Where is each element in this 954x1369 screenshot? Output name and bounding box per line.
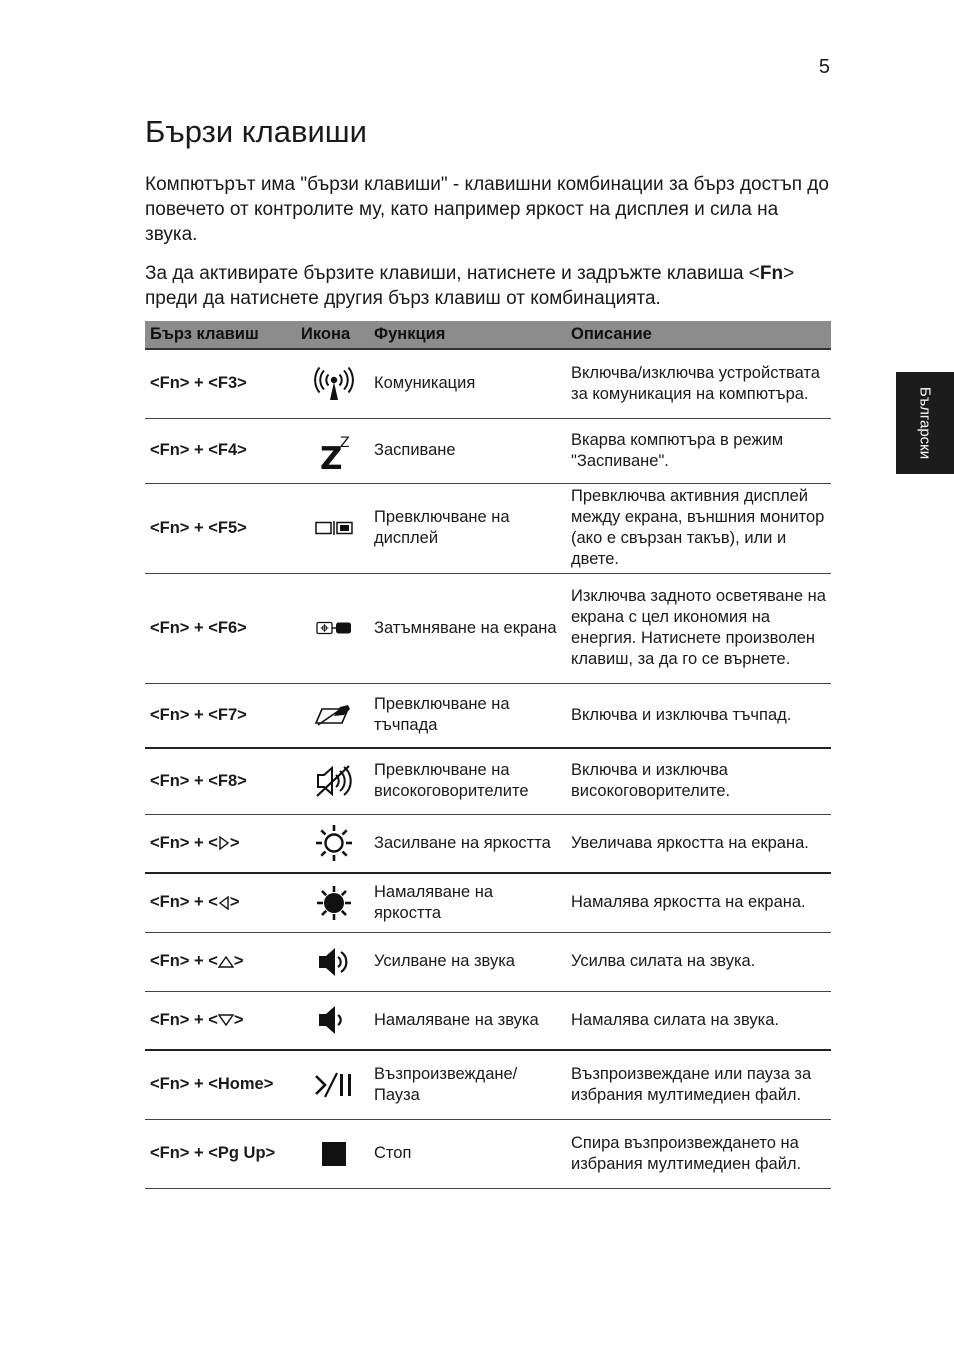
- table-row: [145, 483, 831, 573]
- icon-cell: [298, 991, 369, 1050]
- table-row: [145, 932, 831, 991]
- table-row: [145, 349, 831, 418]
- arrow-left-outline-icon: [218, 896, 230, 910]
- description-cell: Изключва задното осветяване на екрана с цел икономия на енергия. Натиснете произволен клавиш, за да го се върнете.: [566, 573, 831, 683]
- table-row: [145, 418, 831, 483]
- page-number: 5: [818, 56, 830, 78]
- activation-text-suffix: > преди да натиснете другия бърз клавиш от комбинацията.: [145, 263, 795, 309]
- arrow-down-outline-icon: [218, 1014, 234, 1026]
- hotkey-cell: <Fn> + <Home>: [145, 1050, 298, 1119]
- table-header-row: [145, 321, 831, 349]
- hotkey-cell: [145, 873, 298, 932]
- icon-cell: [298, 873, 369, 932]
- icon-cell: [298, 932, 369, 991]
- function-cell: Комуникация: [369, 349, 566, 418]
- header-description: Описание: [566, 321, 831, 349]
- hotkey-cell: [145, 932, 298, 991]
- display-toggle-icon: [314, 520, 354, 536]
- hotkey-suffix: >: [233, 1010, 244, 1029]
- hotkey-cell: <Fn> + <F7>: [145, 683, 298, 748]
- play-pause-icon: [312, 1071, 356, 1099]
- table-row: [145, 814, 831, 873]
- intro-paragraph: Компютърът има "бързи клавиши" - клавишни комбинации за бърз достъп до повечето от контролите му, като например яркост на дисплея и сила на звука.: [145, 174, 829, 245]
- function-cell: Засилване на яркостта: [369, 814, 566, 873]
- hotkey-cell: <Fn> + <Pg Up>: [145, 1119, 298, 1188]
- function-cell: Превключване на високоговорителите: [369, 748, 566, 814]
- function-cell: Превключване на дисплей: [369, 483, 566, 573]
- icon-cell: [298, 418, 369, 483]
- description-cell: Възпроизвеждане или пауза за избрания мултимедиен файл.: [566, 1050, 831, 1119]
- function-cell: Намаляване на звука: [369, 991, 566, 1050]
- icon-cell: [298, 1119, 369, 1188]
- icon-cell: [298, 748, 369, 814]
- icon-cell: [298, 683, 369, 748]
- stop-icon: [314, 1140, 354, 1168]
- language-side-tab-label: Български: [916, 386, 934, 460]
- svg-text:Z: Z: [339, 434, 350, 451]
- description-cell: Включва и изключва високоговорителите.: [566, 748, 831, 814]
- function-cell: Превключване на тъчпада: [369, 683, 566, 748]
- hotkey-cell: <Fn> + <F8>: [145, 748, 298, 814]
- description-cell: Превключва активния дисплей между екрана, външния монитор (ако е свързан такъв), или и двете.: [566, 483, 831, 573]
- touchpad-toggle-icon: [314, 703, 354, 727]
- brightness-down-icon: [314, 883, 354, 923]
- description-cell: Намалява силата на звука.: [566, 991, 831, 1050]
- hotkey-suffix: >: [233, 952, 244, 971]
- icon-cell: [298, 573, 369, 683]
- function-cell: Заспиване: [369, 418, 566, 483]
- description-cell: Включва и изключва тъчпад.: [566, 683, 831, 748]
- hotkey-prefix: <Fn> + <: [150, 952, 218, 971]
- description-cell: Вкарва компютъра в режим "Заспиване".: [566, 418, 831, 483]
- icon-cell: [298, 1050, 369, 1119]
- hotkey-suffix: >: [229, 833, 240, 852]
- icon-cell: [298, 349, 369, 418]
- hotkey-cell: <Fn> + <F5>: [145, 483, 298, 573]
- brightness-up-icon: [314, 823, 354, 863]
- description-cell: Спира възпроизвеждането на избрания мултимедиен файл.: [566, 1119, 831, 1188]
- hotkey-cell: [145, 814, 298, 873]
- icon-cell: [298, 483, 369, 573]
- svg-text:Z: Z: [319, 440, 342, 471]
- table-row: [145, 873, 831, 932]
- hotkey-cell: <Fn> + <F6>: [145, 573, 298, 683]
- page-title: Бързи клавиши: [145, 114, 367, 149]
- hotkeys-table: [145, 321, 831, 1189]
- function-cell: Стоп: [369, 1119, 566, 1188]
- arrow-up-outline-icon: [218, 956, 234, 968]
- header-hotkey: Бърз клавиш: [145, 321, 298, 349]
- table-row: [145, 1050, 831, 1119]
- function-cell: Усилване на звука: [369, 932, 566, 991]
- hotkey-prefix: <Fn> + <: [150, 1010, 218, 1029]
- hotkey-prefix: <Fn> + <: [150, 893, 218, 912]
- description-cell: Усилва силата на звука.: [566, 932, 831, 991]
- speaker-mute-icon: [314, 764, 354, 798]
- description-cell: Увеличава яркостта на екрана.: [566, 814, 831, 873]
- icon-cell: [298, 814, 369, 873]
- activation-paragraph: [145, 261, 835, 311]
- activation-text-prefix: За да активирате бързите клавиши, натиснете и задръжте клавиша <: [145, 263, 760, 284]
- function-cell: Затъмняване на екрана: [369, 573, 566, 683]
- description-cell: Намалява яркостта на екрана.: [566, 873, 831, 932]
- table-row: [145, 1119, 831, 1188]
- hotkey-prefix: <Fn> + <: [150, 833, 218, 852]
- volume-up-icon: [314, 945, 354, 979]
- table-row: [145, 683, 831, 748]
- function-cell: Намаляване на яркостта: [369, 873, 566, 932]
- hotkey-cell: [145, 991, 298, 1050]
- wireless-communication-icon: [314, 367, 354, 401]
- table-row: [145, 573, 831, 683]
- header-function: Функция: [369, 321, 566, 349]
- hotkey-cell: <Fn> + <F4>: [145, 418, 298, 483]
- description-cell: Включва/изключва устройствата за комуникация на компютъра.: [566, 349, 831, 418]
- volume-down-icon: [314, 1003, 354, 1037]
- screen-blank-icon: [314, 620, 354, 636]
- table-row: [145, 991, 831, 1050]
- table-row: [145, 748, 831, 814]
- fn-key-label: Fn: [759, 263, 784, 284]
- function-cell: Възпроизвеждане/ Пауза: [369, 1050, 566, 1119]
- sleep-zz-icon: [314, 431, 354, 471]
- header-icon: Икона: [298, 321, 369, 349]
- arrow-right-outline-icon: [218, 836, 230, 850]
- language-side-tab: [896, 372, 954, 474]
- hotkey-suffix: >: [229, 893, 240, 912]
- hotkey-cell: <Fn> + <F3>: [145, 349, 298, 418]
